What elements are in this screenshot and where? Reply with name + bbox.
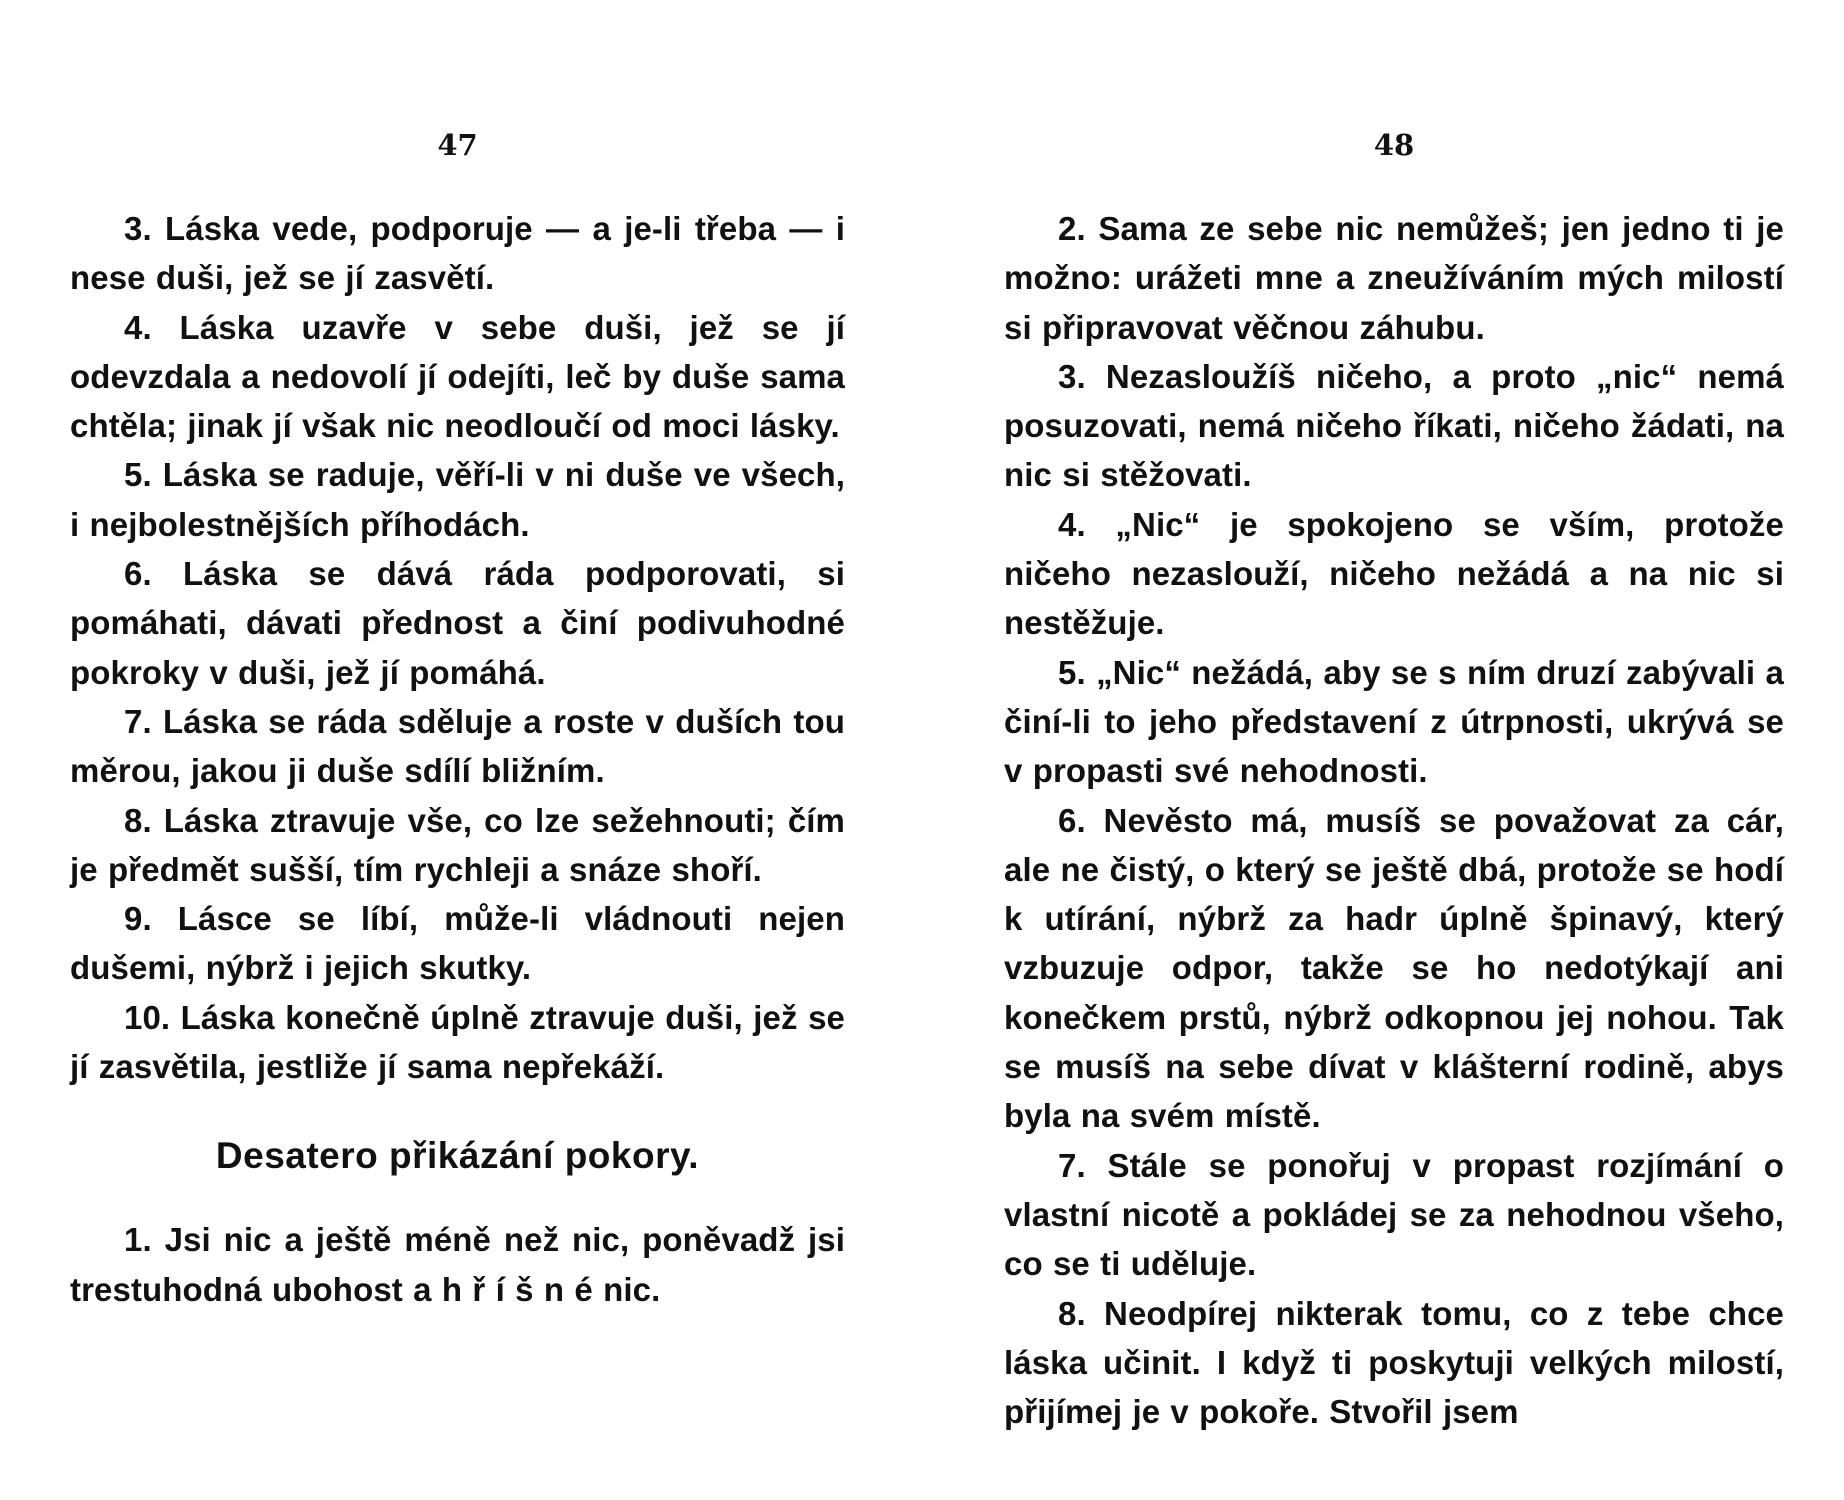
paragraph: 7. Stále se ponořuj v propast rozjímání o vlastní nicotě a pokládej se za nehodnou všeho, co se ti uděluje.	[1004, 1146, 1784, 1283]
left-page-text	[70, 204, 845, 1314]
section-heading: Desatero přikázání pokory.	[215, 1135, 700, 1177]
paragraph: 5. Láska se raduje, věří-li v ni duše ve všech, i nejbolestnějších příhodách.	[70, 456, 845, 543]
paragraph: 5. „Nic“ nežádá, aby se s ním druzí zabývali a činí-li to jeho představení z útrpnosti, ukrývá se v propasti své nehodnosti.	[1004, 653, 1784, 790]
paragraph: 4. Láska uzavře v sebe duši, jež se jí odevzdala a nedovolí jí odejíti, leč by duše sama chtěla; jinak jí však nic neodloučí od moci lásky.	[70, 308, 845, 445]
page-number: 47	[437, 128, 478, 162]
paragraph: 9. Lásce se líbí, může-li vládnouti nejen dušemi, nýbrž i jejich skutky.	[70, 900, 845, 987]
paragraph: 10. Láska konečně úplně ztravuje duši, jež se jí zasvětila, jestliže jí sama nepřekáží.	[70, 998, 845, 1086]
paragraph: 6. Láska se dává ráda podporovati, si pomáhati, dávati přednost a činí podivuhodné pokroky v duši, jež jí pomáhá.	[70, 555, 845, 691]
paragraph: 7. Láska se ráda sděluje a roste v duších tou měrou, jakou ji duše sdílí bližním.	[70, 702, 845, 790]
page-number: 48	[1373, 128, 1415, 162]
left-page	[70, 0, 845, 1500]
paragraph: 2. Sama ze sebe nic nemůžeš; jen jedno ti je možno: urážeti mne a zneužíváním mých milostí si připravovat věčnou záhubu.	[1004, 210, 1784, 346]
paragraph: 3. Láska vede, podporuje — a je-li třeba — i nese duši, jež se jí zasvětí.	[70, 210, 845, 297]
paragraph: 3. Nezasloužíš ničeho, a proto „nic“ nemá posuzovati, nemá ničeho říkati, ničeho žádati, na nic si stěžovati.	[1004, 357, 1784, 494]
paragraph: 8. Neodpírej nikterak tomu, co z tebe chce láska učinit. I když ti poskytuji velkých milostí, přijímej je v pokoře. Stvořil jsem	[1004, 1294, 1784, 1431]
right-page	[1004, 0, 1784, 1500]
paragraph: 4. „Nic“ je spokojeno se vším, protože ničeho nezaslouží, ničeho nežádá a na nic si nestěžuje.	[1004, 505, 1784, 642]
right-page-text	[1004, 204, 1784, 1436]
paragraph: 8. Láska ztravuje vše, co lze sežehnouti; čím je předmět sušší, tím rychleji a snáze shoří.	[70, 801, 845, 888]
paragraph: 1. Jsi nic a ještě méně než nic, poněvadž jsi trestuhodná ubohost a h ř í š n é nic.	[70, 1221, 845, 1308]
paragraph: 6. Nevěsto má, musíš se považovat za cár, ale ne čistý, o který se ještě dbá, protože se hodí k utírání, nýbrž za hadr úplně špinavý, který vzbuzuje odpor, takže se ho nedotýkají ani konečkem prstů, nýbrž odkopnou jej nohou. Tak se musíš na sebe dívat v klášterní rodině, abys byla na svém místě.	[1004, 801, 1784, 1135]
